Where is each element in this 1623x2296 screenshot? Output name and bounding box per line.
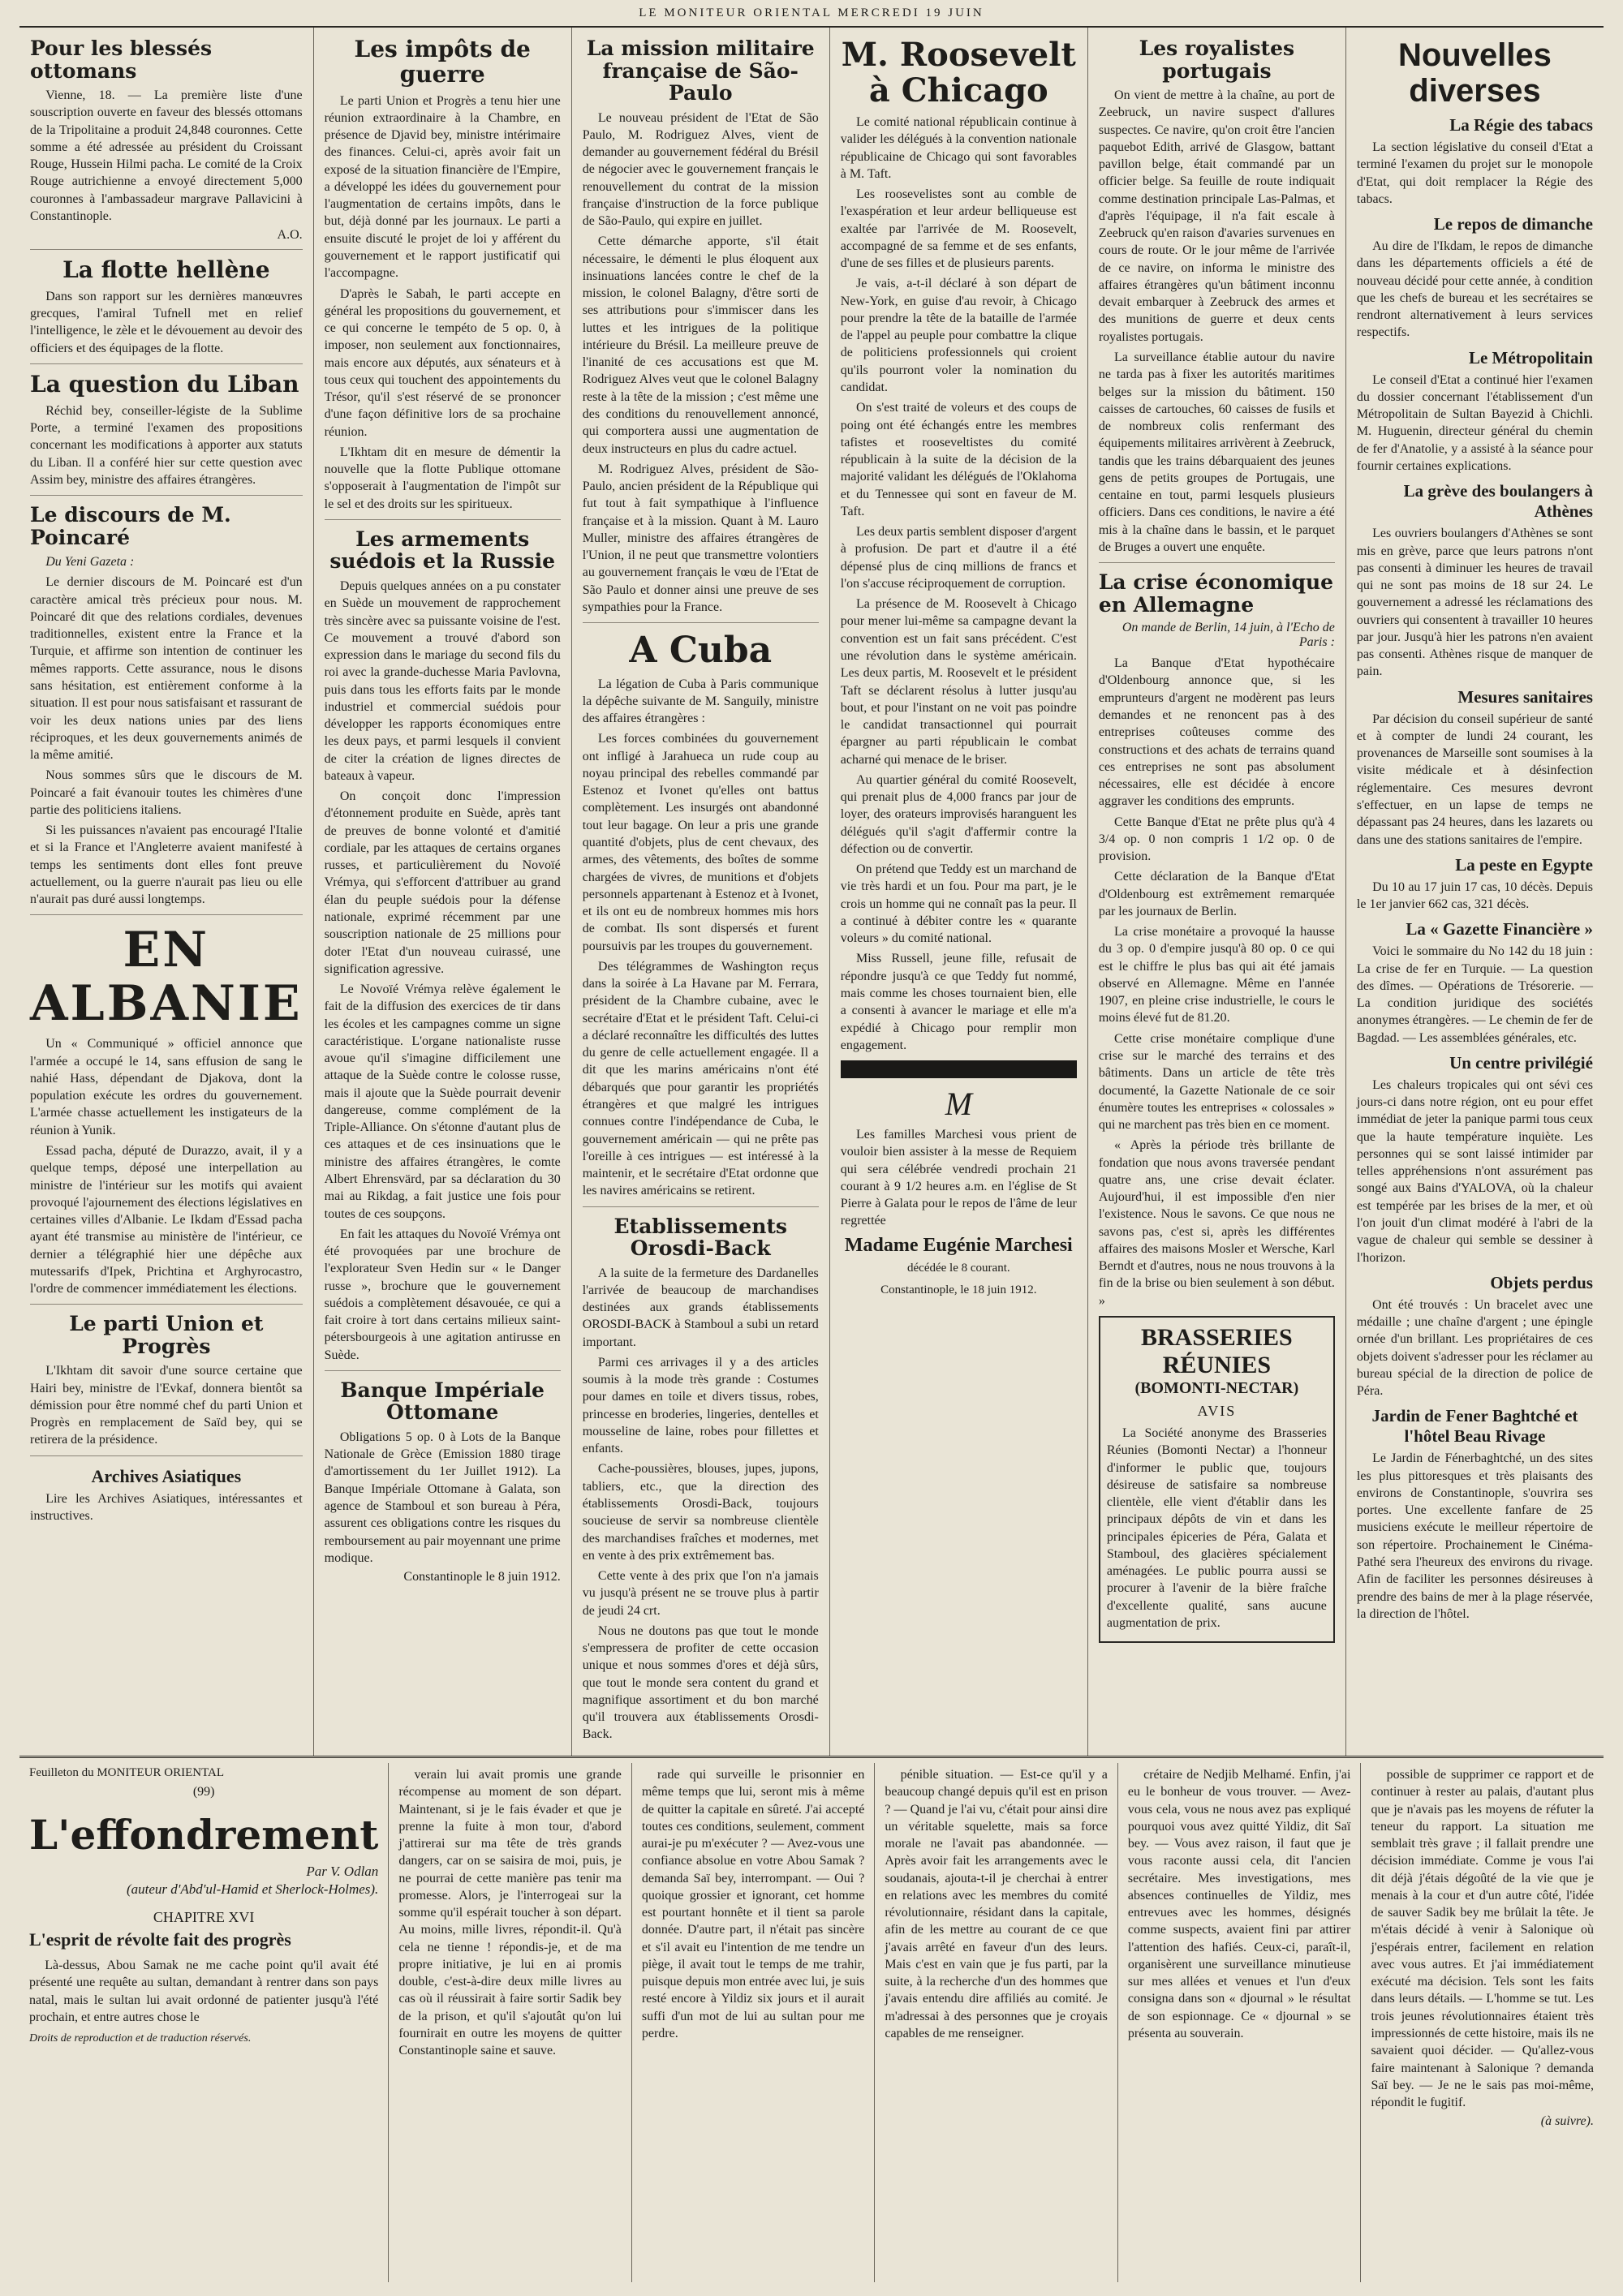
- article-orosdi: [583, 1206, 819, 1743]
- subheading: Archives Asiatiques: [91, 1465, 242, 1486]
- column-5: [1088, 28, 1346, 1756]
- article-poincare: [30, 495, 303, 908]
- body-text: Au dire de l'Ikdam, le repos de dimanche dans les départements officiels a été de nouveau décidé pour cette année, à condition que les chefs de bureau et les secrétaires se rendront alternativement à leurs services respectifs.: [1356, 239, 1593, 340]
- subheading: Mesures sanitaires: [1457, 686, 1593, 707]
- article-archives: [30, 1455, 303, 1525]
- body-text: Obligations 5 op. 0 à Lots de la Banque Nationale de Grèce (Emission 1880 tirage d'amortissement du 1er Juillet 1912). La Banque Impériale Ottomane à Galata, son agence de Stamboul et son bureau à Péra, assurent ces obligations contre les risques du remboursement au pair moyennant une prime modique.: [324, 1430, 561, 1565]
- body-text: La Société anonyme des Brasseries Réunies (Bomonti Nectar) a l'honneur d'informer le public que, toujours désireuse de satisfaire sa nombreuse clientèle, elle vient d'établir dans les principaux dépôts de vin et dans les principales épiceries de Péra, Galata et Stamboul, des glacières spécialement aménagées. Le public pourra aussi se procurer à l'avenir de la bière fraîche d'excellente qualité, sans aucune augmentation de prix.: [1106, 1426, 1327, 1630]
- body-text: Vienne, 18. — La première liste d'une souscription ouverte en faveur des blessés ottomans de la Tripolitaine a produit 24,848 couronnes. Cette somme a été adressée au président du Croissant Rouge, Hussein Hilmi pacha. Le comité de la Croix Rouge autrichienne a envoyé directement 5,000 couronnes à l'ambassadeur margrave Pallavicini à Constantinople.: [30, 88, 303, 223]
- body-text: Cache-poussières, blouses, jupes, jupons, tabliers, etc., que la direction des établissements Orosdi-Back, toujours soucieuse de servir sa nombreuse clientèle des marchandises fraîches et modernes, met en vente à des prix extrêmement bas.: [582, 1462, 819, 1563]
- body-text: Dans son rapport sur les dernières manœuvres grecques, l'amiral Tufnell met en relief l'intelligence, le zèle et le dévouement au devoir des officiers et des équipages de la flotte.: [30, 289, 303, 355]
- column-2: [314, 28, 572, 1756]
- body-text: Du 10 au 17 juin 17 cas, 10 décès. Depuis le 1er janvier 662 cas, 321 décès.: [1356, 879, 1593, 912]
- body-text: Les roosevelistes sont au comble de l'exaspération et leur ardeur belliqueuse est exaltée par l'arrivée de M. Roosevelt, accompagné de sa femme et de ses enfants, d'une de ses filles et de plusieurs parents.: [840, 187, 1077, 271]
- body-text: Par décision du conseil supérieur de santé et à compter de lundi 24 courant, les provenances de Marseille sont soumises à la visite médicale et à désinfection réglementaire. Ces mesures devront s'effectuer, en un lapse de temps ne dépassant pas 24 heures, dans les lazarets ou dans une des stations sanitaires de l'empire.: [1356, 712, 1593, 847]
- feuilleton-column-2: [389, 1763, 632, 2282]
- body-text: La légation de Cuba à Paris communique la dépêche suivante de M. Sanguily, ministre des affaires étrangères :: [582, 677, 819, 726]
- body-text: Au quartier général du comité Roosevelt, qui prenait plus de 4,000 francs par jour de loyer, des orateurs improvisés haranguent les délégués qu'il s'agit d'affermir contre la défection ou de convertir.: [840, 772, 1077, 856]
- subheading: Le Métropolitain: [1468, 347, 1593, 368]
- body-text: Le conseil d'Etat a continué hier l'examen du dossier concernant l'établissement d'un Métropolitain de Sultan Bayezid à Chichli. M. Huguenin, directeur général du chemin de fer d'Anatolie, y a assisté à la séance pour fournir certaines explications.: [1356, 372, 1593, 473]
- article-albanie: [30, 914, 303, 1297]
- body-text: rade qui surveille le prisonnier en même temps que lui, seront mis à même de quitter la capitale en sûreté. J'ai accepté toutes ces conditions, seulement, comment aurai-je pu m'exécuter ? — Avez-vous une confiance absolue en votre Abou Samak ? demanda Saï bey, interrompant. — Oui ? quoique grossier et ignorant, cet homme est pourtant honnête et il tient sa parole donnée. D'autre part, il n'était pas sincère et s'il avait eu l'intention de me tendre un piège, il avait tout le temps de me trahir, puisque depuis mon entrée avec lui, je suis resté encore à Yildiz six jours et il aurait suffi d'un mot de lui au sultan pour me perdre.: [641, 1768, 865, 2040]
- body-text: L'Ikhtam dit en mesure de démentir la nouvelle que la flotte Publique ottomane s'opposerait à l'augmentation de l'impôt sur le sel et des droits sur les spiritueux.: [324, 445, 561, 511]
- body-text: En fait les attaques du Novoïé Vrémya ont été provoquées par une brochure de l'explorateur Sven Hedin sur « le Danger russe », brochure que le gouvernement suédois a complètement désavouée, ce qui a fait croire à tort dans certains milieux saint-pétersbourgeois à une agitation antirusse en Suède.: [324, 1227, 561, 1362]
- article-parti: [30, 1304, 303, 1448]
- article-cuba: [583, 622, 819, 1199]
- feuilleton-column-1: [19, 1763, 389, 2282]
- section-title: Nouvelles diverses: [1397, 37, 1552, 109]
- body-text: On vient de mettre à la chaîne, au port de Zeebruck, un navire suspect d'allures suspectes. Ce navire, qu'on croit être l'ancien paquebot Edith, arrivé de Glasgow, battant pavillon belge, était commandé par un officier belge. Sa feuille de route indiquait comme destination principale Las-Palmas, et d'après l'équipage, il n'a fait escale à Zeebruck qu'en raison d'avaries survenues en cours de route. Or le jour même de l'arrivée de ce navire, on informa le ministre des affaires étrangères qu'un bâtiment inconnu devait embarquer à Zeebruck des armes et des munitions de guerre et deux cents royalistes portugais.: [1098, 88, 1335, 344]
- headline: Etablissements Orosdi-Back: [613, 1214, 787, 1261]
- body-text: Voici le sommaire du No 142 du 18 juin : La crise de fer en Turquie. — La question des dîmes. — Opérations de Trésorerie. — La condition juridique des sociétés anonymes étrangères. — Le chemin de fer de Bagdad. — Les assemblées générales, etc.: [1356, 944, 1593, 1045]
- article-mission: [583, 37, 819, 616]
- body-text: A la suite de la fermeture des Dardanelles l'arrivée de beaucoup de marchandises destinées aux grands établissements OROSDI-BACK à Stamboul a subi un retard important.: [582, 1266, 819, 1349]
- body-text: « Après la période très brillante de fondation que nous avons traversée pendant quatre ans, une crise devait éclater. Aujourd'hui, il est impossible d'en nier l'existence. Nous le savons. Ce que nous ne savons pas, c'est si, après les différentes affaires des maisons Mosler et Wersche, Karl Berndt et d'autres, nous ne nous trouvons à la fin de la brise ou bien seulement à son début. »: [1098, 1138, 1335, 1308]
- chapter-title: L'esprit de révolte fait des progrès: [29, 1929, 291, 1950]
- headline: La question du Liban: [30, 370, 299, 398]
- subheading: La Régie des tabacs: [1449, 115, 1593, 135]
- subheading: La peste en Egypte: [1455, 854, 1593, 875]
- notice-died: décédée le 8 courant.: [907, 1261, 1010, 1275]
- body-text: Cette démarche apporte, s'il était nécessaire, le démenti le plus éloquent aux insinuations lancées contre le chef de la mission, le colonel Balagny, d'être sorti de ses attributions pour s'immiscer dans les luttes et les intrigues de la politique intérieure du Brésil. La meilleure preuve de l'inanité de ces accusations est que M. Rodriguez Alves veut que le colonel Balagny reste à la tête de la mission ; c'est même une des conditions du renouvellement annoncé, qui comportera aussi une augmentation de deux instructeurs en plus du cadre actuel.: [582, 234, 819, 456]
- feuilleton-column-5: [1118, 1763, 1362, 2282]
- feuilleton-number: (99): [192, 1785, 215, 1799]
- body-text: Nous ne doutons pas que tout le monde s'empressera de profiter de cette occasion unique et nous sommes d'ores et déjà sûrs, que tout le monde sera content du grand et magnifique assortiment et du bon marché qu'il trouvera aux établissements Orosdi-Back.: [582, 1623, 819, 1742]
- feuilleton-label: Feuilleton du MONITEUR ORIENTAL: [29, 1766, 225, 1779]
- feuilleton-author-note: (auteur d'Abd'ul-Hamid et Sherlock-Holmes).: [126, 1881, 379, 1897]
- body-text: verain lui avait promis une grande récompense au moment de son départ. Maintenant, si je le fais évader et que je prenne la fuite à mon tour, d'abord j'attirerai sur ma tête de très grands dangers, car on se saisira de moi, puis, je ne pourrai de cette manière pas tenir ma promesse. Alors, je l'interrogeai sur la somme qu'il espérait toucher à son départ. Au moins, mille livres, répondit-il. Qu'à cela ne tienne ! répondis-je, et de ma propre initiative, je lui en ai promis double, c'est-à-dire deux mille livres au cas où il réussirait à faire sortir Sadik bey de la prison, et qu'il s'ajoutât qu'on lui fournirait en outre les moyens de quitter Constantinople saine et sauve.: [398, 1768, 622, 2058]
- headline: La crise économique en Allemagne: [1098, 570, 1334, 617]
- ad-avis: AVIS: [1197, 1403, 1237, 1419]
- feuilleton-column-4: [875, 1763, 1118, 2282]
- body-text: crétaire de Nedjib Melhamé. Enfin, j'ai eu le bonheur de vous trouver. — Avez-vous cela, vous ne nous avez pas expliqué pourquoi vous avez quitté Yildiz, dit Saï bey. — Vous avez raison, il faut que je vous raconte aussi cela, dit l'ancien secrétaire. Mes investigations, mes absences continuelles de Yildiz, mes entrevues avec les hommes, désignés comme suspects, avaient fini par attirer l'attention des hafiés. Ceux-ci, paraît-il, organisèrent une surveillance minutieuse sur mes allées et venues et l'un d'eux consigna dans son « djournal » le résultat de son espionnage. Ce « djournal » se présenta au souverain.: [1127, 1768, 1351, 2040]
- headline: La mission militaire française de São-Paulo: [586, 37, 815, 105]
- body-text: Les forces combinées du gouvernement ont infligé à Jarahueca un rude coup au noyau principal des rebelles commandé par Estenoz et Ivonet qu'elles ont battus complètement. Les insurgés ont abandonné tout leur bagage. On leur a pris une grande quantité d'objets, plus de cent chevaux, des armes, des vêtements, des boîtes de somme chargées de vivres, de munitions et d'objets personnels appartenant à Estenoz et à Ivonet, et ils ont eu de nombreux hommes mis hors de combat. Ils sont dispersés et furent poursuivis par les troupes du gouvernement.: [582, 732, 819, 953]
- column-4: [830, 28, 1088, 1756]
- body-text: Lire les Archives Asiatiques, intéressantes et instructives.: [30, 1491, 303, 1523]
- black-rule: [841, 1060, 1077, 1078]
- article-liban: [30, 363, 303, 488]
- feuilleton-column-3: [632, 1763, 876, 2282]
- body-text: Le dernier discours de M. Poincaré est d'un caractère amical très précieux pour nous. M. Poincaré dit que des relations cordiales, devenues traditionnelles, existent entre la France et la Turquie, et affirme son intention de continuer les mêmes rapports. Cette assurance, nous le disons sans hésitation, est entièrement conforme à la situation. Il est pour nous satisfaisant et rassurant de voir les deux nations unies par des liens réciproques, et les deux gouvernements animés de la même amitié.: [30, 575, 303, 763]
- subheading: La « Gazette Financière »: [1406, 919, 1593, 939]
- body-text: Cette déclaration de la Banque d'Etat d'Oldenbourg est extrêmement remarquée par les journaux de Berlin.: [1098, 870, 1335, 918]
- body-text: La crise monétaire a provoqué la hausse du 3 op. 0 d'empire jusqu'à 80 op. 0 ce qui est le chiffre le plus bas qui ait été jamais observé en Allemagne. Même en l'année 1907, en pleine crise industrielle, le cours le moins élevé fut de 81.20.: [1098, 925, 1335, 1025]
- body-text: M. Rodriguez Alves, président de São-Paulo, ancien président de la République qui fut tout à fait sympathique à l'influence française et à la mission. Quant à M. Lauro Muller, ministre des affaires étrangères de l'Union, il ne peut que transmettre volontiers au gouvernement français le vœu de l'Etat de São Paulo et donner ainsi une preuve de ses sympathies pour la France.: [582, 462, 819, 614]
- body-text: Les chaleurs tropicales qui ont sévi ces jours-ci dans notre région, ont eu pour effet immédiat de jeter la panique parmi tous ceux que la haute température inquiète. Les personnes qui se sont laissé intimider par telles appréhensions n'ont assurément pas songé aux Bains d'YALOVA, où la chaleur est tempérée par les brises de la mer, et où l'on jouit d'un climat modéré à l'abri de la vague de chaleur qui semble se dessiner à l'horizon.: [1356, 1077, 1593, 1265]
- dateline: On mande de Berlin, 14 juin, à l'Echo de Paris :: [1121, 621, 1335, 650]
- body-text: Un « Communiqué » officiel annonce que l'armée a occupé le 14, sans effusion de sang le nahié Hass, dépendant de Djakova, dont la population exécute les ordres du gouvernement. L'armée chasse actuellement les instigateurs de la réunion à Yunik.: [30, 1037, 303, 1137]
- feuilleton-title: L'effondrement: [29, 1811, 379, 1859]
- body-text: On conçoit donc l'impression d'étonnement produite en Suède, après tant de preuves de bonne volonté et d'amitié cordiale, par les attaques de certains organes russes, et particulièrement du Novoïé Vrémya, qui s'efforcent d'attribuer au grand élan du peuple suédois pour la défense nationale, exprimé récemment par une souscription nationale de 25 millions pour doter l'Etat d'un nouveau cuirassé, une signification agressive.: [324, 789, 561, 976]
- article-armements: [325, 519, 561, 1364]
- body-text: La section législative du conseil d'Etat a terminé l'examen du projet sur le monopole d'Etat, qui doit remplacer la Régie des tabacs.: [1356, 140, 1593, 206]
- feuilleton-author: Par V. Odlan: [306, 1864, 379, 1879]
- article-impots: [325, 37, 561, 513]
- body-text: Le Novoïé Vrémya relève également le fait de la diffusion des exercices de tir dans les écoles et les campagnes comme un signe caractéristique. L'organe nationaliste russe avoue qu'il s'imagine difficilement une attaque de la Suède contre le colosse russe, mais il ajoute que la Suède pourrait devenir dangereuse, comme complément de la Triple-Alliance. On s'étonne d'autant plus de ces attaques et de ces insinuations que le ministre des affaires étrangères, le comte Albert Ehrensvärd, par sa déclaration du 30 mai au Rikdag, a fait justice une fois pour toutes de ces soupçons.: [324, 982, 561, 1221]
- headline: M. Roosevelt à Chicago: [841, 36, 1076, 110]
- chapter-number: CHAPITRE XVI: [153, 1909, 255, 1925]
- body-text: La surveillance établie autour du navire ne tarda pas à fixer les autorités maritimes belges sur la mission du bâtiment. 150 caisses de cartouches, 60 caisses de fusils et de nombreux colis renfermant des équipements militaires arrivèrent à Zeebruck, tandis que les trains débarquaient des jeunes gens de petits groupes de Portugais, une centaine en tout, parmi lesquels plusieurs officiers. Dans ces conditions, le navire a été mis à la chaîne dans le bassin, et le parquet de Bruges a ouvert une enquête.: [1098, 350, 1335, 554]
- article-roosevelt: [841, 37, 1077, 1054]
- body-text: Si les puissances n'avaient pas encouragé l'Italie et si la France et l'Angleterre avaient manifesté à temps les sentiments dont elles font preuve actuellement, ou la guerre n'aurait pas lieu ou elle n'aurait pas duré aussi longtemps.: [30, 823, 303, 907]
- body-text: La Banque d'Etat hypothécaire d'Oldenbourg annonce que, si les emprunteurs d'argent ne modèrent pas leurs demandes et ne renoncent pas à des entreprises coûteuses comme des constructions et des achats de terrains quand ces entreprises ne sont pas absolument nécessaires, elle est décidée à encore aggraver les conditions des emprunts.: [1098, 656, 1335, 809]
- brasseries-ad: [1099, 1316, 1335, 1643]
- body-text: Le nouveau président de l'Etat de São Paulo, M. Rodriguez Alves, vient de demander au gouvernement fédéral du Brésil de négocier avec le gouvernement français le renouvellement du contrat de la mission française d'instruction de la force publique de São-Paulo, qui expire en juillet.: [582, 110, 819, 229]
- headline: Pour les blessés ottomans: [30, 37, 213, 83]
- notice-date: Constantinople, le 18 juin 1912.: [880, 1283, 1037, 1296]
- subheading: Un centre privilégié: [1449, 1052, 1593, 1073]
- body-text: Là-dessus, Abou Samak ne me cache point qu'il avait été présenté une requête au sultan, demandant à rentrer dans son pays natal, mais le sultan lui avait ordonné de patienter jusqu'à l'été prochain, et entre autres chose le: [29, 1958, 379, 2024]
- funeral-notice: [841, 1085, 1077, 1297]
- notice-name: Madame Eugénie Marchesi: [844, 1234, 1073, 1256]
- body-text: Les familles Marchesi vous prient de vouloir bien assister à la messe de Requiem qui sera célébrée vendredi prochain 21 courant à 9 1/2 heures a.m. en l'église de St Pierre à Galata pour le repos de l'âme de leur regrettée: [840, 1128, 1077, 1228]
- column-6: [1346, 28, 1604, 1756]
- to-be-continued: (à suivre).: [1540, 2114, 1594, 2129]
- rights-notice: Droits de reproduction et de traduction réservés.: [29, 2032, 252, 2045]
- source-line: Du Yeni Gazeta :: [45, 555, 135, 570]
- subheading: Objets perdus: [1490, 1272, 1593, 1292]
- body-text: La présence de M. Roosevelt à Chicago pour mener lui-même sa campagne devant la convention est un fait sans précédent. C'est une révolution dans le système américain. Les deux partis, M. Roosevelt et le président Taft se déclarent résolus à lutter jusqu'au bout, et pour l'instant on ne voit pas poindre le candidat transactionnel qui pourrait épargner au parti républicain le combat acharné qui menace de le briser.: [840, 597, 1077, 767]
- body-text: Le comité national républicain continue à valider les délégués à la convention nationale républicaine de Chicago qui sont favorables à M. Taft.: [840, 115, 1077, 181]
- headline: Le discours de M. Poincaré: [30, 503, 231, 549]
- body-text: On s'est traité de voleurs et des coups de poing ont été échangés entre les membres tafistes et rooseveltistes du comité républicain à la suite de la décision de la majorité validant les délégués de l'Oklahoma et du Tennessee qui sont en faveur de M. Taft.: [840, 401, 1077, 518]
- column-1: [19, 28, 314, 1756]
- body-text: Depuis quelques années on a pu constater en Suède un mouvement de rapprochement très sincère avec sa puissante voisine de l'est. Ce mouvement a trouvé d'abord son expression dans le mariage du second fils du roi avec la grande-duchesse Maria Pavlovna, puis dans tous les efforts faits par le monde industriel et commercial suédois pour développer les rapports économiques entre les deux pays, et parmi lesquels il convient de citer la création de lignes directes de bateaux à vapeur.: [324, 578, 561, 783]
- headline: Le parti Union et Progrès: [69, 1312, 264, 1358]
- article-banque: [325, 1370, 561, 1584]
- ad-subtitle: (BOMONTI-NECTAR): [1134, 1379, 1299, 1397]
- body-text: Nous sommes sûrs que le discours de M. Poincaré a fait évanouir toutes les chimères d'une partie des politiciens italiens.: [30, 768, 303, 817]
- body-text: D'après le Sabah, le parti accepte en général les propositions du gouvernement, et ce qui concerne le tempéto de 5 op. 0, à imposer, non seulement aux fonctionnaires, mais encore aux députés, aux sénateurs et à tous ceux qui touchent des appointements du Trésor, qu'il s'est réservé de se prononcer d'une façon définitive lors de sa prochaine réunion.: [324, 286, 561, 439]
- masthead: LE MONITEUR ORIENTAL MERCREDI 19 JUIN: [19, 0, 1604, 28]
- body-text: Le Jardin de Fénerbaghtché, un des sites les plus pittoresques et très plaisants des environs de Constantinople, s'ouvrira ses portes. Une excellente fanfare de 25 musiciens exécute le meilleur répertoire de son répertoire. Prochainement le Cinéma-Pathé sera l'heureux des environs du rivage. Afin de faciliter les personnes désireuses à prendre des bains de mer à la plage réservée, la direction de l'hôtel.: [1356, 1451, 1593, 1621]
- article-royalistes: [1099, 37, 1335, 556]
- body-text: On prétend que Teddy est un marchand de vie très hardi et un fou. Pour ma part, je le crois un homme qui ne connaît pas la peur. Il a continué à débiter contre les « quarante voleurs » du comité national.: [840, 862, 1077, 946]
- body-text: possible de supprimer ce rapport et de continuer à rester au palais, d'autant plus que je n'avais pas les moyens de réfuter la teneur du rapport. La situation me semblait très grave ; il fallait prendre une décision immédiate. Comme je vous l'ai dit déjà j'étais dégoûté de la vie que je menais à la cour et d'un autre côté, l'idée de sauver Sadik bey me brûlait la tête. Je m'étais décidé à venir à Salonique où j'espérais entrer, facilement en relation avec vous autres. Et j'ai immédiatement exécuté ma décision. Tels sont les faits dans leurs détails. — L'homme se tut. Les trois jeunes révolutionnaires étaient très impressionnés de cette histoire, mais ils ne savaient quoi décider. — Qu'allez-vous faire maintenant à Salonique ? demanda Saï bey. — Je ne le sais pas moi-même, répondit le fugitif.: [1371, 1768, 1594, 2110]
- subheading: Le repos de dimanche: [1433, 214, 1593, 234]
- headline: EN ALBANIE: [30, 922, 303, 1033]
- body-text: Les deux partis semblent disposer d'argent à profusion. De part et d'autre il a été dépensé plus de cinq millions de francs et l'on s'accuse réciproquement de corruption.: [840, 525, 1077, 591]
- headline: Banque Impériale Ottomane: [340, 1378, 545, 1425]
- feuilleton-column-6: [1361, 1763, 1604, 2282]
- article-flotte: [30, 249, 303, 357]
- headline: La flotte hellène: [62, 256, 270, 284]
- article-blesses: [30, 37, 303, 243]
- body-text: Les ouvriers boulangers d'Athènes se sont mis en grève, parce que leurs patrons n'ont pas consenti à diminuer les heures de travail qui ne sont pas moins de 18 sur 24. Le gouvernement a adressé les réclamations des ouvriers qui consentent à travailler 10 heures par jour. Jusqu'à hier les patrons n'en avaient pas consenti. Athènes risque de manquer de pain.: [1356, 527, 1593, 679]
- headline: Les armements suédois et la Russie: [329, 527, 556, 574]
- body-text: Je vais, a-t-il déclaré à son départ de New-York, en guise d'au revoir, à Chicago pour prendre la tête de la bataille de l'armée de l'appel au peuple pour combattre la clique de politiciens professionnels qui croient qu'ils pourront voler la nomination du candidat.: [840, 277, 1077, 394]
- signature: A.O.: [277, 228, 303, 243]
- body-text: L'Ikhtam dit savoir d'une source certaine que Hairi bey, ministre de l'Evkaf, donnera bientôt sa démission pour être nommé chef du parti Union et Progrès en remplacement de Saïd bey, qui se retirera de la présidence.: [30, 1364, 303, 1447]
- headline: Les royalistes portugais: [1139, 37, 1295, 83]
- main-columns: [19, 28, 1604, 1758]
- headline: A Cuba: [629, 630, 773, 672]
- subheading: La grève des boulangers à Athènes: [1403, 481, 1593, 522]
- body-text: Miss Russell, jeune fille, refusait de répondre jusqu'à ce que Teddy fut nommé, mais comme les choses tournaient bien, elle a consenti à avancer le mariage et elle m'a expédié à Chicago pour remplir mon engagement.: [840, 952, 1077, 1052]
- body-text: Parmi ces arrivages il y a des articles soumis à la mode très grande : Costumes pour dames en toile et divers tissus, robes, princesse en broderies, lingeries, dentelles et mousseline de laine, robes pour fillettes et enfants.: [582, 1355, 819, 1456]
- body-text: Essad pacha, député de Durazzo, avait, il y a quelque temps, déposé une interpellation au ministre de l'intérieur sur les motifs qui avaient provoqué l'ajournement des élections législatives en certaines villes d'Albanie. Le Ikdam d'Essad pacha ayant été transmise au ministère de l'intérieur, ce dernier a télégraphié hier une dépêche aux mutessarifs d'Ipek, Prichtina et Arghyrocastro, l'ordre de commencer immédiatement les élections.: [30, 1144, 303, 1296]
- body-text: Ont été trouvés : Un bracelet avec une médaille ; une chaîne d'argent ; une épingle ornée d'un brillant. Les propriétaires de ces objets doivent s'adresser pour les réclamer au bureau spécial de la direction de police de Péra.: [1356, 1297, 1593, 1399]
- body-text: Le parti Union et Progrès a tenu hier une réunion extraordinaire à la Chambre, en présence de Djavid bey, ministre intérimaire des finances. Celui-ci, après avoir fait un exposé de la situation financière de l'Empire, a développé les idées du gouvernement pour l'augmentation de certains impôts, dans le but, déjà donné par les journaux. Le parti a ensuite discuté le projet de loi y afférent du gouvernement et le rapport justificatif qui l'accompagne.: [324, 93, 561, 281]
- notice-initial: M: [945, 1086, 972, 1123]
- body-text: pénible situation. — Est-ce qu'il y a beaucoup changé depuis qu'il est en prison ? — Quand je l'ai vu, c'était pour ainsi dire un véritable squelette, mais sa force morale ne l'avait pas abandonnée. — Après avoir fait les arrangements avec le soudanais, ajouta-t-il je cherchai à entrer en relations avec les membres du comité révolutionnaire, résidant dans la capitale, afin de les mettre au courant de ce que j'avais arrêté en faveur d'un des leurs. Mais c'est en vain que je fus parti, par la suite, à la recherche d'un des hommes que j'avais entendu dire affiliés au comité. Je m'adressai à des personnes que je croyais capables de me renseigner.: [885, 1768, 1108, 2040]
- column-3: [572, 28, 830, 1756]
- body-text: Cette vente à des prix que l'on n'a jamais vu jusqu'à présent ne se trouve plus à partir de jeudi 24 crt.: [582, 1569, 819, 1618]
- body-text: Des télégrammes de Washington reçus dans la soirée à La Havane par M. Ferrara, président de la Chambre cubaine, avec le secrétaire d'Etat et le président Taft. Celui-ci a déclaré reconnaître les difficultés des luttes du genre de celle actuellement engagée. Il a dit que les marins américains n'ont été débarqués que pour garantir les propriétés étrangères et que malgré les intrigues connues contre l'indépendance de Cuba, le gouvernement américain — qui ne prête pas l'oreille à ces intrigues — est intéressé à la maintenir, et le secrétaire d'Etat ordonne que les navires américains se retirent.: [582, 959, 819, 1198]
- body-text: Réchid bey, conseiller-légiste de la Sublime Porte, a terminé l'examen des propositions concernant les modifications à apporter aux statuts du Liban. Il a conféré hier sur cette question avec Assim bey, ministre des affaires étrangères.: [30, 403, 303, 487]
- headline: Les impôts de guerre: [354, 36, 531, 88]
- dateline: Constantinople le 8 juin 1912.: [403, 1570, 561, 1584]
- article-crise: [1099, 562, 1335, 1309]
- body-text: Cette crise monétaire complique d'une crise sur le marché des terrains et des bâtiments. Dans un article de tête très documenté, la Gazette Nationale de ce soir énumère toutes les entreprises « colossales » qui ne marchent pas très bien en ce moment.: [1098, 1031, 1335, 1133]
- ad-title: BRASSERIES RÉUNIES: [1140, 1324, 1293, 1378]
- subheading: Jardin de Fener Baghtché et l'hôtel Beau Rivage: [1371, 1406, 1578, 1447]
- feuilleton-section: [19, 1758, 1604, 2282]
- body-text: Cette Banque d'Etat ne prête plus qu'à 4 3/4 op. 0 non compris 1 1/2 op. 0 de provision.: [1098, 815, 1335, 864]
